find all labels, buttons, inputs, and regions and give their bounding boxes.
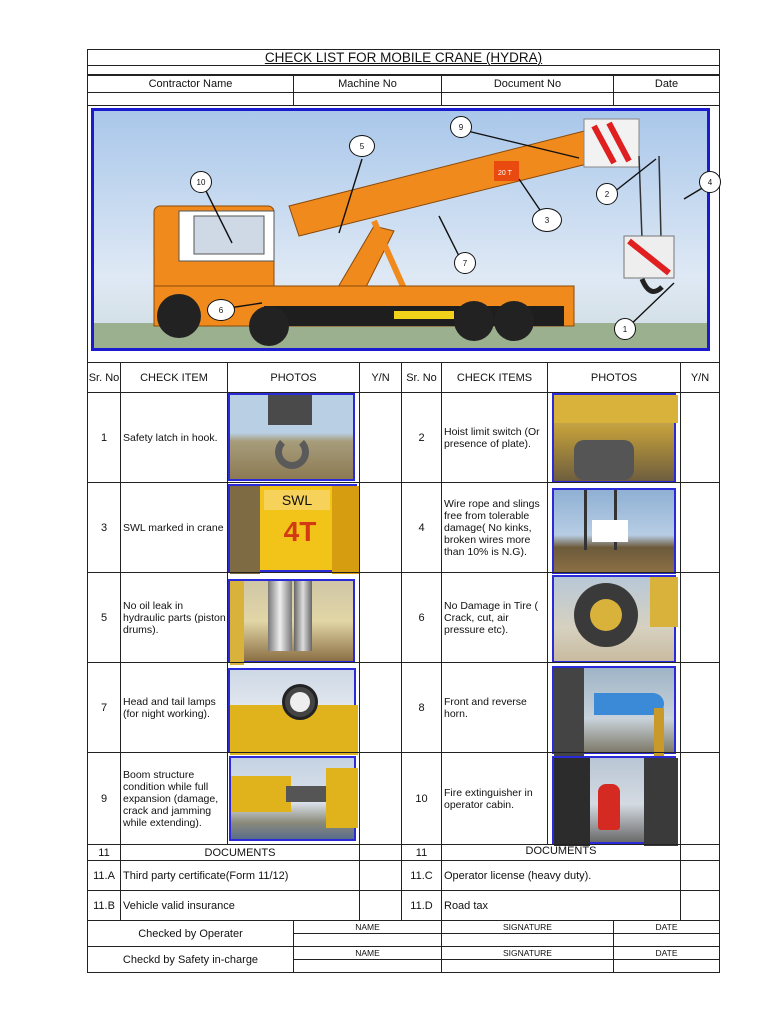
operator-signature-field[interactable] [441,933,614,947]
item-number: 10 [401,752,442,845]
yn-cell[interactable] [680,392,720,483]
document-number: 11.D [401,890,442,921]
callout-6: 6 [207,299,235,321]
document-no-value[interactable] [441,92,614,106]
callout-5: 5 [349,135,375,157]
operator-name-label: NAME [293,920,442,934]
photo-hoist-limit-switch [552,393,676,483]
document-no-label: Document No [441,75,614,93]
item-number: 8 [401,662,442,753]
documents-number-left: 11 [87,844,121,861]
documents-number-right: 11 [401,844,442,861]
document-yn[interactable] [680,890,720,921]
check-item-text: Safety latch in hook. [120,392,228,483]
yn-cell[interactable] [359,752,402,845]
check-item-text: Head and tail lamps (for night working). [120,662,228,753]
yn-cell[interactable] [680,752,720,845]
checked-by-operator-label: Checked by Operater [87,920,294,947]
col-yn-right: Y/N [680,362,720,393]
callout-7: 7 [454,252,476,274]
callout-9: 9 [450,116,472,138]
col-sr-right: Sr. No [401,362,442,393]
col-photos-left: PHOTOS [227,362,360,393]
photo-tire [552,575,676,663]
safety-date-field[interactable] [613,959,720,973]
document-text: Third party certificate(Form 11/12) [120,860,360,891]
photo-swl-marking [228,484,357,572]
safety-signature-field[interactable] [441,959,614,973]
machine-no-label: Machine No [293,75,442,93]
document-yn[interactable] [359,890,402,921]
check-item-text: Fire extinguisher in operator cabin. [441,752,548,845]
document-text: Road tax [441,890,681,921]
document-number: 11.C [401,860,442,891]
document-number: 11.A [87,860,121,891]
check-item-text: No Damage in Tire ( Crack, cut, air pressure etc). [441,572,548,663]
crane-illustration [94,111,707,348]
callout-1: 1 [614,318,636,340]
operator-signature-label: SIGNATURE [441,920,614,934]
document-text: Operator license (heavy duty). [441,860,681,891]
photo-wire-rope-slings [552,488,676,574]
photo-horn [552,666,676,754]
check-item-text: Wire rope and slings free from tolerable damage( No kinks, broken wires more than 10% is N.G). [441,482,548,573]
item-number: 4 [401,482,442,573]
documents-label-left: DOCUMENTS [120,844,360,861]
photo-hydraulic-parts [228,579,355,663]
yn-cell[interactable] [359,662,402,753]
machine-no-value[interactable] [293,92,442,106]
yn-cell[interactable] [359,572,402,663]
yn-cell[interactable] [359,482,402,573]
documents-label-right: DOCUMENTS [441,844,681,861]
col-photos-right: PHOTOS [547,362,681,393]
document-yn[interactable] [680,860,720,891]
check-item-text: Front and reverse horn. [441,662,548,753]
document-yn[interactable] [359,860,402,891]
contractor-name-label: Contractor Name [87,75,294,93]
document-number: 11.B [87,890,121,921]
callout-4: 4 [699,171,721,193]
safety-name-label: NAME [293,946,442,960]
crane-diagram [91,108,713,351]
contractor-name-value[interactable] [87,92,294,106]
document-text: Vehicle valid insurance [120,890,360,921]
title-spacer [87,65,720,75]
safety-signature-label: SIGNATURE [441,946,614,960]
col-check-item: CHECK ITEM [120,362,228,393]
operator-name-field[interactable] [293,933,442,947]
photo-safety-latch-hook [228,393,355,481]
check-item-text: SWL marked in crane [120,482,228,573]
item-number: 5 [87,572,121,663]
swl-label: SWL [264,490,330,510]
item-number: 2 [401,392,442,483]
yn-cell[interactable] [680,482,720,573]
yn-cell[interactable] [680,662,720,753]
check-item-text: Boom structure condition while full expansion (damage, crack and jamming while extending). [120,752,228,845]
col-yn-left: Y/N [359,362,402,393]
photo-head-tail-lamps [228,668,356,753]
operator-date-label: DATE [613,920,720,934]
item-number: 9 [87,752,121,845]
callout-2: 2 [596,183,618,205]
callout-10: 10 [190,171,212,193]
item-number: 3 [87,482,121,573]
item-number: 6 [401,572,442,663]
col-check-items: CHECK ITEMS [441,362,548,393]
swl-value: 4T [283,516,317,547]
safety-name-field[interactable] [293,959,442,973]
boom-capacity-plate: 20 T [498,170,512,177]
checked-by-safety-label: Checkd by Safety in-charge [87,946,294,973]
photo-fire-extinguisher [552,756,676,844]
documents-yn-left [359,844,402,861]
yn-cell[interactable] [359,392,402,483]
date-label: Date [613,75,720,93]
check-item-text: No oil leak in hydraulic parts (piston drums). [120,572,228,663]
date-value[interactable] [613,92,720,106]
callout-3: 3 [532,208,562,232]
check-item-text: Hoist limit switch (Or presence of plate). [441,392,548,483]
photo-boom-structure [229,756,356,841]
documents-yn-right [680,844,720,861]
page-title: CHECK LIST FOR MOBILE CRANE (HYDRA) [87,49,720,65]
yn-cell[interactable] [680,572,720,663]
safety-date-label: DATE [613,946,720,960]
item-number: 7 [87,662,121,753]
col-sr-left: Sr. No [87,362,121,393]
operator-date-field[interactable] [613,933,720,947]
item-number: 1 [87,392,121,483]
